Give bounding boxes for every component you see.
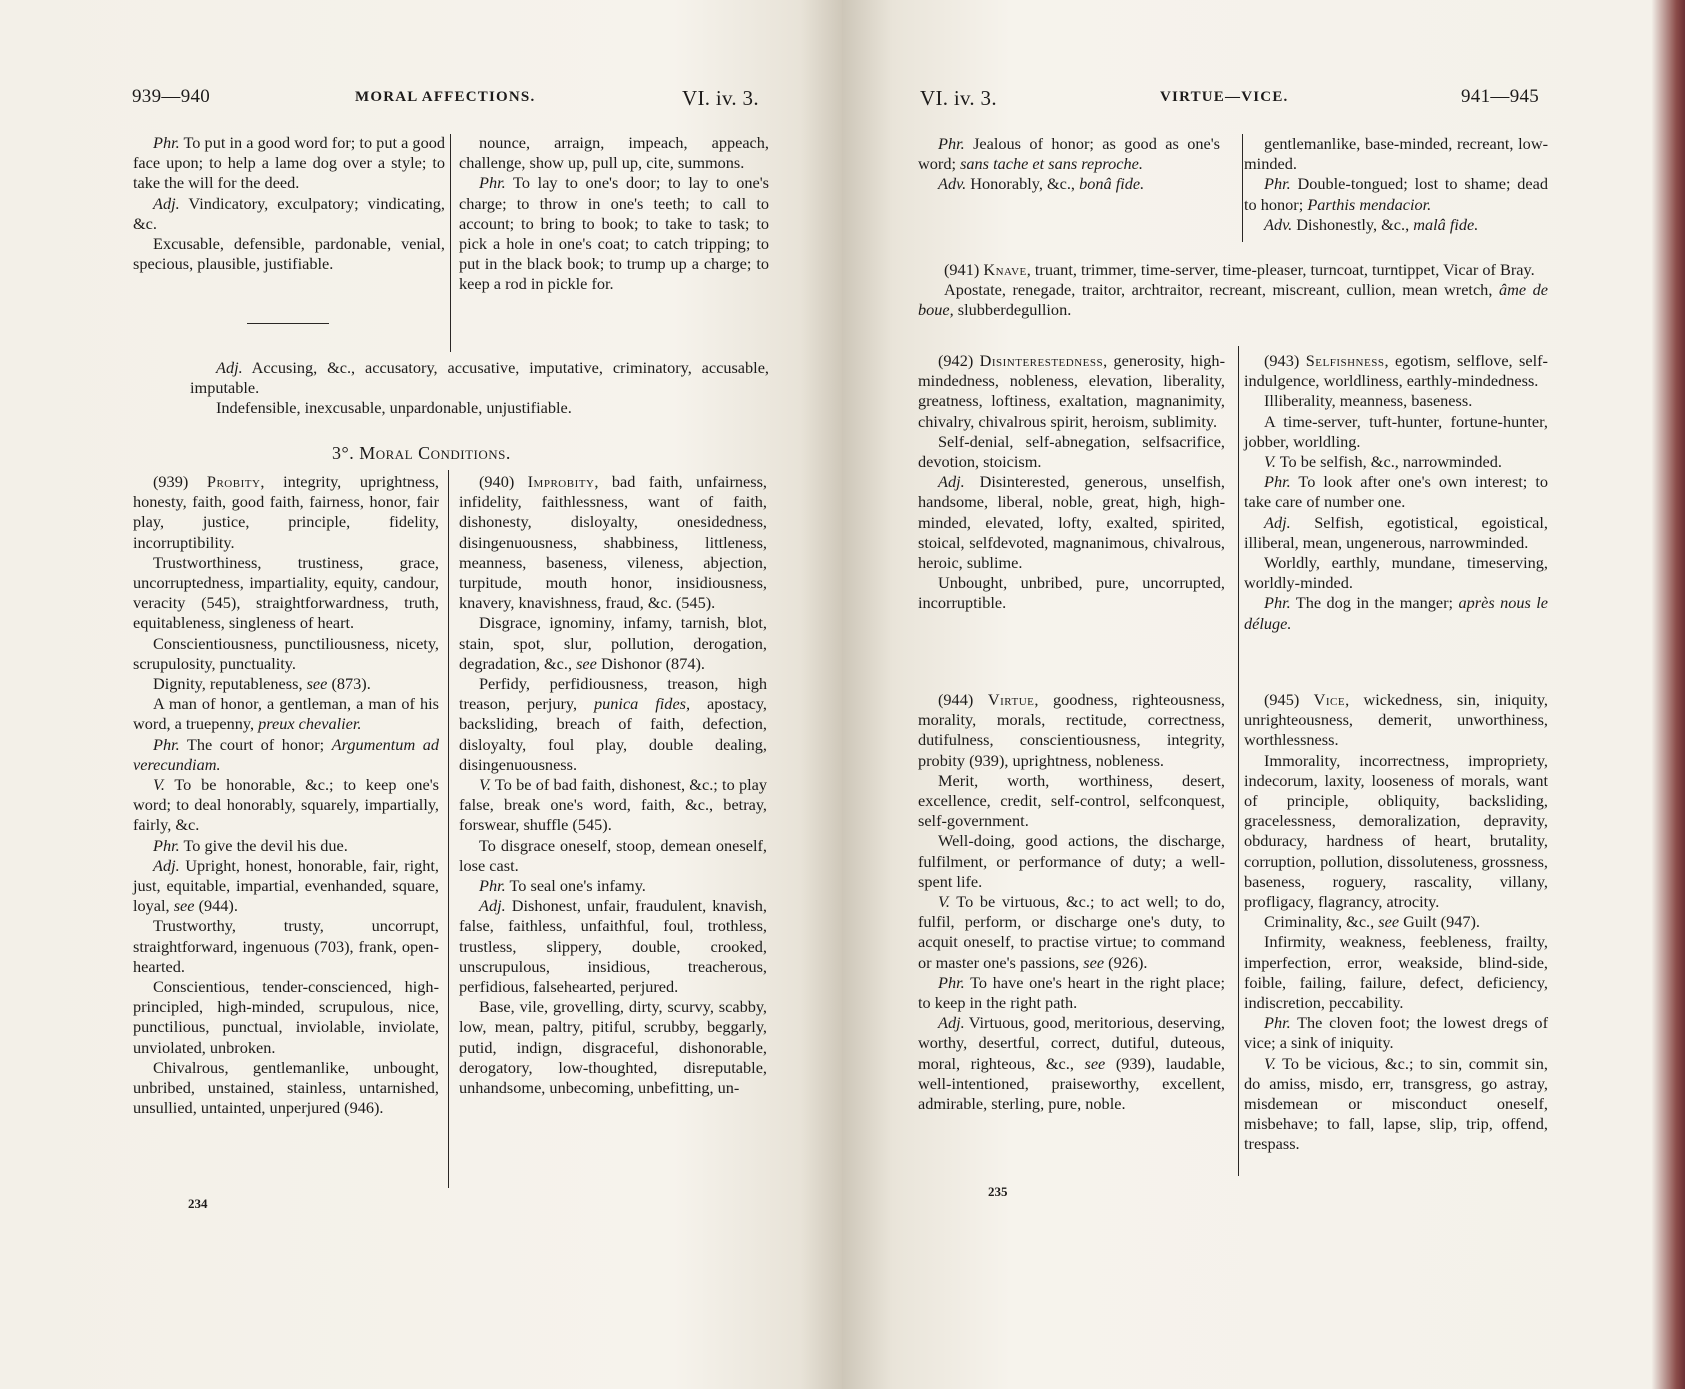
paragraph: To disgrace oneself, stoop, demean oneself, lose cast. <box>459 835 767 875</box>
paragraph: Adj. Vindicatory, exculpatory; vindicating, &c. <box>133 193 445 233</box>
left-main-column-rule <box>448 470 449 1188</box>
right-col-b-bottom <box>1244 690 1548 1155</box>
paragraph: V. To be selfish, &c., narrowminded. <box>1264 452 1502 472</box>
right-header-title: VIRTUE—VICE. <box>1160 89 1289 105</box>
left-short-rule <box>247 323 329 324</box>
paragraph: Disgrace, ignominy, infamy, tarnish, blot, stain, spot, slur, pollution, derogation, degradation, &c., see Dishonor (874). <box>459 613 767 673</box>
right-page <box>842 0 1685 1389</box>
paragraph: nounce, arraign, impeach, appeach, challenge, show up, pull up, cite, summons. <box>459 133 769 173</box>
paragraph: (940) Improbity, bad faith, unfairness, infidelity, faithlessness, want of faith, dishonesty, disloyalty, onesidedness, disingenuousness, shabbiness, littleness, meanness, baseness, vileness, abjection, turpitude, mouth honor, insidiousness, knavery, knavishness, fraud, &c. (545). <box>459 472 767 613</box>
right-main-column-rule <box>1238 346 1239 1176</box>
right-col-b-top <box>1244 134 1548 235</box>
left-page <box>0 0 842 1389</box>
paragraph: (939) Probity, integrity, uprightness, honesty, faith, good faith, fairness, honor, fair play, justice, principle, fidelity, incorruptibility. <box>133 472 440 552</box>
paragraph: A man of honor, a gentleman, a man of his word, a truepenny, preux chevalier. <box>133 694 439 734</box>
paragraph: V. To be of bad faith, dishonest, &c.; to play false, break one's word, faith, &c., betray, forswear, shuffle (545). <box>459 775 767 835</box>
paragraph: Adj. Virtuous, good, meritorious, deserving, worthy, desertful, correct, dutiful, duteous, moral, righteous, &c., see (939), laudable, well-intentioned, praiseworthy, excellent, admirable, sterling, pure, noble. <box>918 1013 1225 1114</box>
paragraph: Illiberality, meanness, baseness. <box>1264 391 1473 411</box>
paragraph: Phr. The cloven foot; the lowest dregs of vice; a sink of iniquity. <box>1244 1013 1548 1053</box>
paragraph: Phr. Double-tongued; lost to shame; dead to honor; Parthis mendacior. <box>1244 174 1548 214</box>
left-full-width-text <box>190 358 769 419</box>
paragraph: Phr. The dog in the manger; après nous le déluge. <box>1244 593 1549 633</box>
paragraph: Indefensible, inexcusable, unpardonable, unjustifiable. <box>216 398 572 418</box>
left-header-title: MORAL AFFECTIONS. <box>355 89 536 105</box>
paragraph: Criminality, &c., see Guilt (947). <box>1264 912 1481 932</box>
right-col-b-mid <box>1244 351 1548 634</box>
right-col-a-bottom <box>918 690 1225 1114</box>
paragraph: Phr. To have one's heart in the right place; to keep in the right path. <box>918 972 1225 1013</box>
paragraph: Adj. Dishonest, unfair, fraudulent, knavish, false, faithless, unfaithful, foul, trothless, trustless, slippery, double, crooked, unscrupulous, insidious, treacherous, perfidious, falsehearted, perjured. <box>459 896 767 997</box>
paragraph: (943) Selfishness, egotism, selflove, self-indulgence, worldliness, earthly-mindedness. <box>1244 351 1548 391</box>
paragraph: Adv. Honorably, &c., bonâ fide. <box>938 174 1145 194</box>
left-header-range: 939—940 <box>132 86 211 107</box>
paragraph: V. To be honorable, &c.; to keep one's word; to deal honorably, squarely, impartially, fairly, &c. <box>133 775 439 835</box>
paragraph: (942) Disinterestedness, generosity, high-mindedness, nobleness, elevation, liberality, greatness, loftiness, exaltation, magnanimity, chivalry, chivalrous spirit, heroism, sublimity. <box>918 351 1225 431</box>
right-col-a-top <box>918 134 1220 195</box>
paragraph: Conscientiousness, punctiliousness, nicety, scrupulosity, punctuality. <box>133 633 439 673</box>
paragraph: Base, vile, grovelling, dirty, scurvy, scabby, low, mean, paltry, pitiful, scrubby, beggarly, putid, indign, disgraceful, dishonorable, derogatory, low-thoughted, disreputable, unhandsome, unbecoming, unbefitting, un- <box>459 997 767 1098</box>
left-top-column-rule <box>450 134 451 352</box>
paragraph: Trustworthiness, trustiness, grace, uncorruptedness, impartiality, equity, candour, veracity (545), straightforwardness, truth, equitableness, singleness of heart. <box>133 552 439 633</box>
paragraph: Immorality, incorrectness, impropriety, indecorum, laxity, looseness of morals, want of principle, obliquity, backsliding, gracelessness, demoralization, depravity, obduracy, hardness of heart, brutality, corruption, pollution, dissoluteness, grossness, baseness, roguery, rascality, villany, profligacy, flagrancy, atrocity. <box>1244 750 1548 912</box>
paragraph: V. To be vicious, &c.; to sin, commit sin, do amiss, misdo, err, transgress, go astray, misdemean or misconduct oneself, misbehave; to fall, lapse, slip, trip, offend, trespass. <box>1244 1053 1548 1154</box>
right-header-range: 941—945 <box>1461 86 1540 107</box>
paragraph: Phr. The court of honor; Argumentum ad verecundiam. <box>133 734 439 774</box>
right-header-section: VI. iv. 3. <box>920 86 997 110</box>
right-running-head <box>842 86 1685 116</box>
paragraph: (944) Virtue, goodness, righteousness, morality, morals, rectitude, correctness, dutifulness, conscientiousness, integrity, probity (939), uprightness, nobleness. <box>918 690 1225 770</box>
paragraph: Unbought, unbribed, pure, uncorrupted, incorruptible. <box>918 573 1225 613</box>
paragraph: Adj. Accusing, &c., accusatory, accusative, imputative, criminatory, accusable, imputable. <box>190 358 769 398</box>
paragraph: Worldly, earthly, mundane, timeserving, worldly-minded. <box>1244 553 1548 593</box>
paragraph: Well-doing, good actions, the discharge, fulfilment, or performance of duty; a well-spent life. <box>918 831 1225 891</box>
paragraph: Chivalrous, gentlemanlike, unbought, unbribed, unstained, stainless, untarnished, unsullied, untainted, unperjured (946). <box>133 1057 439 1118</box>
paragraph: Adj. Disinterested, generous, unselfish, handsome, liberal, noble, great, high, high-minded, elevated, lofty, exalted, spirited, stoical, selfdevoted, magnanimous, chivalrous, heroic, sublime. <box>918 472 1225 573</box>
left-col-a-top <box>133 133 445 274</box>
right-full-width-text <box>918 260 1548 321</box>
paragraph: Phr. To give the devil his due. <box>153 835 348 855</box>
left-col-a-main <box>133 472 439 1119</box>
paragraph: Infirmity, weakness, feebleness, frailty, imperfection, error, weakside, blind-side, foible, failing, failure, defect, deficiency, indiscretion, peccability. <box>1244 932 1548 1013</box>
section-title: 3°. Moral Conditions. <box>332 443 511 463</box>
paragraph: Adj. Selfish, egotistical, egoistical, illiberal, mean, ungenerous, narrowminded. <box>1244 512 1548 552</box>
paragraph: (941) Knave, truant, trimmer, time-server, time-pleaser, turncoat, turntippet, Vicar of Bray. <box>944 260 1535 279</box>
paragraph: (945) Vice, wickedness, sin, iniquity, unrighteousness, demerit, unworthiness, worthlessness. <box>1244 690 1548 750</box>
left-col-b-top <box>459 133 769 295</box>
paragraph: gentlemanlike, base-minded, recreant, low-minded. <box>1244 134 1548 174</box>
right-page-number: 235 <box>988 1184 1008 1199</box>
paragraph: Dignity, reputableness, see (873). <box>153 674 371 694</box>
left-running-head <box>0 86 842 116</box>
paragraph: V. To be virtuous, &c.; to act well; to do, fulfil, perform, or discharge one's duty, to acquit oneself, to practise virtue; to command or master one's passions, see (926). <box>918 892 1225 972</box>
paragraph: Phr. Jealous of honor; as good as one's word; sans tache et sans reproche. <box>918 134 1220 174</box>
right-col-a-mid <box>918 351 1225 614</box>
paragraph: Excusable, defensible, pardonable, venial, specious, plausible, justifiable. <box>133 234 445 274</box>
paragraph: A time-server, tuft-hunter, fortune-hunter, jobber, worldling. <box>1244 411 1548 451</box>
paragraph: Phr. To put in a good word for; to put a good face upon; to help a lame dog over a style; to take the will for the deed. <box>133 133 445 193</box>
right-top-column-rule <box>1242 134 1243 242</box>
paragraph: Phr. To lay to one's door; to lay to one's charge; to throw in one's teeth; to call to account; to bring to book; to take to task; to pick a hole in one's coat; to catch tripping; to put in the black book; to trump up a charge; to keep a rod in pickle for. <box>459 173 769 294</box>
paragraph: Merit, worth, worthiness, desert, excellence, credit, self-control, selfconquest, self-government. <box>918 770 1225 831</box>
left-page-number: 234 <box>188 1196 208 1211</box>
paragraph: Trustworthy, trusty, uncorrupt, straightforward, ingenuous (703), frank, open-hearted. <box>133 916 439 976</box>
left-col-b-main <box>459 472 767 1098</box>
paragraph: Perfidy, perfidiousness, treason, high treason, perjury, punica fides, apostacy, backsliding, breach of faith, defection, disloyalty, foul play, double dealing, disingenuousness. <box>459 674 767 774</box>
paragraph: Apostate, renegade, traitor, archtraitor, recreant, miscreant, cullion, mean wretch, âme de boue, slubberdegullion. <box>918 280 1549 320</box>
paragraph: Self-denial, self-abnegation, selfsacrifice, devotion, stoicism. <box>918 431 1225 472</box>
paragraph: Adv. Dishonestly, &c., malâ fide. <box>1264 214 1479 234</box>
paragraph: Phr. To seal one's infamy. <box>479 876 646 896</box>
paragraph: Conscientious, tender-conscienced, high-principled, high-minded, scrupulous, nice, punctilious, punctual, inviolable, inviolate, unviolated, unbroken. <box>133 977 439 1057</box>
paragraph: Adj. Upright, honest, honorable, fair, right, just, equitable, impartial, evenhanded, square, loyal, see (944). <box>133 855 439 916</box>
paragraph: Phr. To look after one's own interest; to take care of number one. <box>1244 472 1548 512</box>
left-header-section: VI. iv. 3. <box>682 86 759 110</box>
